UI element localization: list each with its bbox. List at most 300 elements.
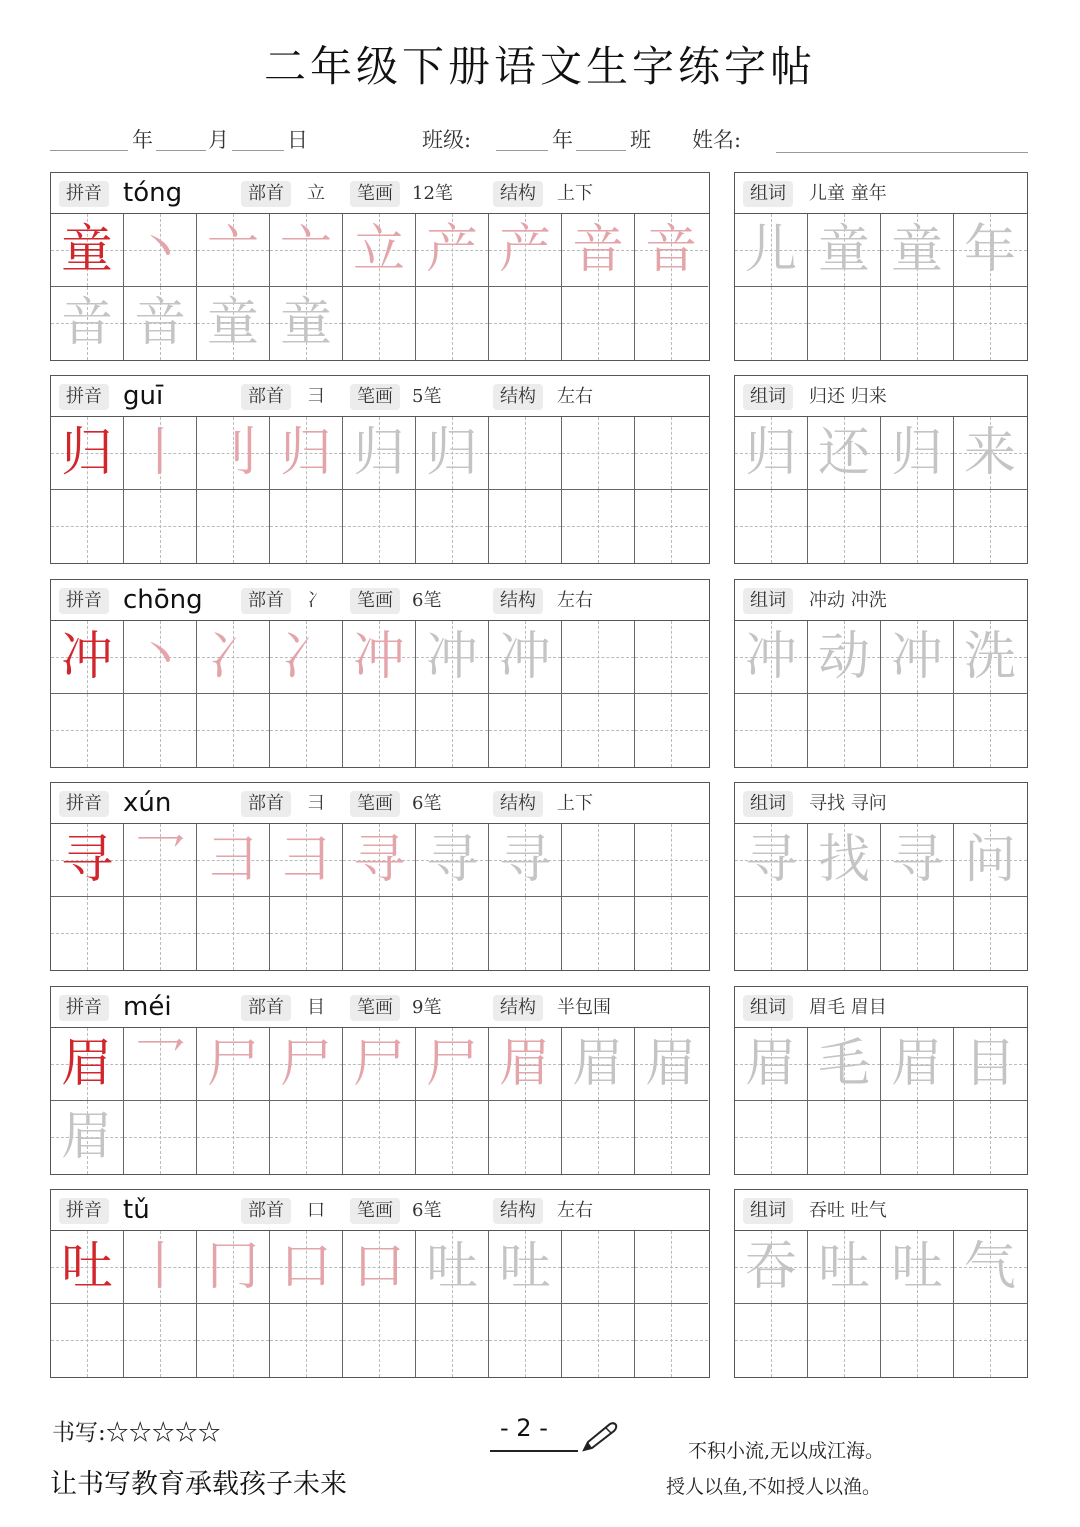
pinyin-tag: 拼音	[59, 995, 109, 1021]
pinyin-tag: 拼音	[59, 791, 109, 817]
practice-cell[interactable]	[343, 1101, 416, 1174]
practice-cell[interactable]	[343, 214, 416, 287]
practice-cell[interactable]	[562, 824, 635, 897]
model-character: 寻	[60, 830, 113, 890]
word-cell[interactable]	[808, 417, 881, 490]
word-cell[interactable]	[881, 897, 954, 970]
stroke-step: 尸	[352, 1034, 405, 1094]
practice-cell[interactable]	[635, 417, 708, 490]
strokes-value: 12笔	[412, 183, 453, 204]
word-cell[interactable]	[954, 1028, 1027, 1101]
class-blank[interactable]	[576, 150, 626, 151]
word-trace-character: 冲	[890, 627, 943, 687]
words-info-row	[735, 987, 1027, 1028]
practice-cell[interactable]	[51, 287, 124, 360]
stroke-step: 乛	[133, 830, 186, 890]
practice-cell[interactable]	[635, 824, 708, 897]
word-cell[interactable]	[735, 1304, 808, 1377]
practice-cell[interactable]	[197, 287, 270, 360]
info-row	[51, 173, 709, 214]
stroke-step: 尸	[206, 1034, 259, 1094]
word-cell[interactable]	[954, 694, 1027, 767]
word-cell[interactable]	[881, 287, 954, 360]
practice-cell[interactable]	[197, 214, 270, 287]
practice-box-2	[50, 579, 710, 768]
word-cell[interactable]	[954, 824, 1027, 897]
words-value: 冲动 冲洗	[809, 590, 887, 611]
structure-value: 左右	[557, 386, 593, 407]
practice-cell[interactable]	[489, 490, 562, 563]
practice-cell[interactable]	[51, 1028, 124, 1101]
practice-cell[interactable]	[416, 621, 489, 694]
practice-cell[interactable]	[270, 824, 343, 897]
page-number: - 2 -	[500, 1414, 548, 1442]
word-cell[interactable]	[735, 824, 808, 897]
practice-cell[interactable]	[51, 490, 124, 563]
radical-value: 立	[307, 183, 325, 204]
word-cell[interactable]	[735, 1101, 808, 1174]
word-cell[interactable]	[881, 1304, 954, 1377]
practice-cell[interactable]	[416, 1231, 489, 1304]
practice-cell[interactable]	[51, 621, 124, 694]
practice-cell[interactable]	[197, 1304, 270, 1377]
practice-cell[interactable]	[197, 417, 270, 490]
strokes-value: 6笔	[412, 793, 442, 814]
words-box-5	[734, 1189, 1028, 1378]
practice-cell[interactable]	[489, 1028, 562, 1101]
word-cell[interactable]	[808, 694, 881, 767]
practice-cell[interactable]	[51, 1304, 124, 1377]
practice-cell[interactable]	[416, 824, 489, 897]
practice-cell[interactable]	[51, 1231, 124, 1304]
word-trace-character: 来	[963, 423, 1016, 483]
word-cell[interactable]	[954, 1304, 1027, 1377]
word-trace-character: 寻	[744, 830, 797, 890]
practice-cell[interactable]	[635, 1028, 708, 1101]
practice-cell[interactable]	[343, 417, 416, 490]
practice-box-5	[50, 1189, 710, 1378]
pen-icon	[578, 1420, 620, 1454]
practice-cell[interactable]	[197, 1231, 270, 1304]
slogan: 让书写教育承载孩子未来	[50, 1469, 347, 1500]
practice-cell[interactable]	[197, 694, 270, 767]
practice-cell[interactable]	[562, 287, 635, 360]
word-trace-character: 吐	[890, 1237, 943, 1297]
practice-cell[interactable]	[562, 694, 635, 767]
word-cell[interactable]	[735, 490, 808, 563]
stroke-step: 音	[571, 220, 624, 280]
radical-value: 目	[307, 997, 325, 1018]
radical-tag: 部首	[241, 791, 291, 817]
words-tag: 组词	[743, 1198, 793, 1224]
practice-cell[interactable]	[124, 1101, 197, 1174]
word-cell[interactable]	[954, 1231, 1027, 1304]
word-cell[interactable]	[954, 287, 1027, 360]
practice-cell[interactable]	[489, 824, 562, 897]
practice-cell[interactable]	[197, 1028, 270, 1101]
structure-tag: 结构	[493, 384, 543, 410]
stroke-step: 冲	[352, 627, 405, 687]
practice-cell[interactable]	[635, 621, 708, 694]
stroke-step: 乛	[133, 1034, 186, 1094]
word-trace-character: 儿	[744, 220, 797, 280]
words-info-row	[735, 1190, 1027, 1231]
month-label: 月	[208, 128, 229, 152]
stroke-step: 眉	[571, 1034, 624, 1094]
word-trace-character: 找	[817, 830, 870, 890]
word-cell[interactable]	[881, 1231, 954, 1304]
stroke-step: 眉	[644, 1034, 697, 1094]
structure-value: 半包围	[557, 997, 611, 1018]
practice-cell[interactable]	[562, 621, 635, 694]
structure-tag: 结构	[493, 181, 543, 207]
word-cell[interactable]	[881, 490, 954, 563]
words-tag: 组词	[743, 588, 793, 614]
structure-tag: 结构	[493, 1198, 543, 1224]
radical-value: 冫	[307, 590, 325, 611]
practice-cell[interactable]	[124, 287, 197, 360]
words-value: 寻找 寻问	[809, 793, 887, 814]
practice-cell[interactable]	[270, 1231, 343, 1304]
practice-cell[interactable]	[124, 824, 197, 897]
practice-cell[interactable]	[51, 897, 124, 970]
practice-cell[interactable]	[270, 1304, 343, 1377]
word-cell[interactable]	[735, 214, 808, 287]
stroke-step: 丶	[133, 627, 186, 687]
strokes-value: 6笔	[412, 590, 442, 611]
practice-cell[interactable]	[270, 621, 343, 694]
practice-cell[interactable]	[562, 214, 635, 287]
word-cell[interactable]	[808, 214, 881, 287]
practice-cell[interactable]	[124, 1304, 197, 1377]
practice-cell[interactable]	[124, 490, 197, 563]
practice-cell[interactable]	[197, 490, 270, 563]
words-tag: 组词	[743, 181, 793, 207]
words-value: 儿童 童年	[809, 183, 887, 204]
strokes-tag: 笔画	[350, 181, 400, 207]
practice-cell[interactable]	[343, 287, 416, 360]
structure-tag: 结构	[493, 588, 543, 614]
strokes-tag: 笔画	[350, 1198, 400, 1224]
practice-cell[interactable]	[270, 417, 343, 490]
word-cell[interactable]	[881, 214, 954, 287]
radical-tag: 部首	[241, 384, 291, 410]
word-cell[interactable]	[735, 1028, 808, 1101]
practice-cell[interactable]	[489, 1304, 562, 1377]
word-cell[interactable]	[808, 824, 881, 897]
practice-box-4	[50, 986, 710, 1175]
words-tag: 组词	[743, 995, 793, 1021]
practice-cell[interactable]	[416, 490, 489, 563]
word-cell[interactable]	[954, 1101, 1027, 1174]
word-cell[interactable]	[881, 694, 954, 767]
practice-cell[interactable]	[489, 897, 562, 970]
word-trace-character: 归	[890, 423, 943, 483]
stroke-step: 产	[498, 220, 551, 280]
pinyin-tag: 拼音	[59, 1198, 109, 1224]
practice-cell[interactable]	[124, 417, 197, 490]
practice-cell[interactable]	[270, 694, 343, 767]
word-cell[interactable]	[881, 824, 954, 897]
grade-label: 年	[552, 128, 573, 152]
practice-cell[interactable]	[416, 1304, 489, 1377]
stroke-step: 童	[279, 293, 332, 353]
stroke-step: 寻	[425, 830, 478, 890]
practice-cell[interactable]	[343, 490, 416, 563]
stroke-step: 口	[279, 1237, 332, 1297]
practice-cell[interactable]	[635, 287, 708, 360]
stroke-step: 吐	[425, 1237, 478, 1297]
word-trace-character: 洗	[963, 627, 1016, 687]
word-cell[interactable]	[881, 621, 954, 694]
practice-cell[interactable]	[562, 490, 635, 563]
practice-cell[interactable]	[270, 214, 343, 287]
radical-tag: 部首	[241, 181, 291, 207]
practice-cell[interactable]	[489, 694, 562, 767]
pinyin-value: chōng	[123, 585, 203, 615]
stroke-step: 吐	[498, 1237, 551, 1297]
info-row	[51, 580, 709, 621]
word-cell[interactable]	[735, 417, 808, 490]
word-cell[interactable]	[881, 1028, 954, 1101]
practice-cell[interactable]	[562, 897, 635, 970]
stroke-step: 立	[352, 220, 405, 280]
practice-cell[interactable]	[635, 1304, 708, 1377]
stroke-step: 寻	[498, 830, 551, 890]
word-trace-character: 冲	[744, 627, 797, 687]
word-cell[interactable]	[808, 1028, 881, 1101]
practice-cell[interactable]	[270, 897, 343, 970]
pinyin-value: xún	[123, 788, 172, 818]
info-row	[51, 783, 709, 824]
words-info-row	[735, 173, 1027, 214]
practice-cell[interactable]	[197, 621, 270, 694]
practice-cell[interactable]	[635, 214, 708, 287]
stroke-step: 口	[352, 1237, 405, 1297]
stroke-step: 眉	[60, 1107, 113, 1167]
practice-cell[interactable]	[343, 1028, 416, 1101]
stroke-step: 归	[425, 423, 478, 483]
practice-cell[interactable]	[51, 417, 124, 490]
radical-value: 彐	[307, 793, 325, 814]
practice-cell[interactable]	[416, 417, 489, 490]
grade-blank[interactable]	[496, 150, 548, 151]
practice-cell[interactable]	[270, 1101, 343, 1174]
practice-cell[interactable]	[343, 1231, 416, 1304]
word-trace-character: 眉	[744, 1034, 797, 1094]
info-row	[51, 1190, 709, 1231]
structure-value: 上下	[557, 183, 593, 204]
structure-tag: 结构	[493, 995, 543, 1021]
practice-cell[interactable]	[489, 1101, 562, 1174]
practice-cell[interactable]	[416, 694, 489, 767]
word-cell[interactable]	[808, 490, 881, 563]
practice-cell[interactable]	[635, 490, 708, 563]
practice-cell[interactable]	[489, 417, 562, 490]
name-label: 姓名:	[692, 128, 742, 152]
practice-cell[interactable]	[562, 417, 635, 490]
practice-cell[interactable]	[197, 1101, 270, 1174]
practice-cell[interactable]	[562, 1231, 635, 1304]
stroke-step: 童	[206, 293, 259, 353]
word-cell[interactable]	[808, 621, 881, 694]
words-info-row	[735, 376, 1027, 417]
words-box-3	[734, 782, 1028, 971]
practice-cell[interactable]	[635, 1231, 708, 1304]
month-blank[interactable]	[156, 150, 206, 151]
model-character: 冲	[60, 627, 113, 687]
word-trace-character: 还	[817, 423, 870, 483]
stroke-step: 眉	[498, 1034, 551, 1094]
name-blank[interactable]	[776, 152, 1028, 153]
pinyin-tag: 拼音	[59, 384, 109, 410]
strokes-value: 5笔	[412, 386, 442, 407]
practice-cell[interactable]	[562, 1101, 635, 1174]
word-cell[interactable]	[881, 1101, 954, 1174]
word-cell[interactable]	[735, 694, 808, 767]
stroke-step: 产	[425, 220, 478, 280]
word-cell[interactable]	[954, 897, 1027, 970]
strokes-value: 9笔	[412, 997, 442, 1018]
practice-cell[interactable]	[343, 621, 416, 694]
word-trace-character: 毛	[817, 1034, 870, 1094]
structure-value: 上下	[557, 793, 593, 814]
stroke-step: 尸	[425, 1034, 478, 1094]
word-trace-character: 归	[744, 423, 797, 483]
practice-cell[interactable]	[51, 694, 124, 767]
pinyin-value: méi	[123, 992, 172, 1022]
class-label: 班级:	[422, 128, 472, 152]
word-cell[interactable]	[735, 621, 808, 694]
radical-value: 彐	[307, 386, 325, 407]
practice-cell[interactable]	[270, 287, 343, 360]
radical-tag: 部首	[241, 1198, 291, 1224]
quote-line-2: 授人以鱼,不如授人以渔。	[666, 1476, 882, 1498]
pinyin-tag: 拼音	[59, 181, 109, 207]
practice-cell[interactable]	[270, 490, 343, 563]
practice-cell[interactable]	[416, 287, 489, 360]
words-box-4	[734, 986, 1028, 1175]
practice-cell[interactable]	[124, 214, 197, 287]
word-cell[interactable]	[735, 1231, 808, 1304]
model-character: 归	[60, 423, 113, 483]
page-title: 二年级下册语文生字练字帖	[263, 42, 816, 91]
word-cell[interactable]	[808, 897, 881, 970]
practice-cell[interactable]	[343, 824, 416, 897]
day-label: 日	[287, 128, 308, 152]
stroke-step: 亠	[279, 220, 332, 280]
words-info-row	[735, 783, 1027, 824]
word-cell[interactable]	[808, 287, 881, 360]
ban-label: 班	[630, 128, 651, 152]
pinyin-value: tóng	[123, 178, 183, 208]
practice-cell[interactable]	[416, 1028, 489, 1101]
stroke-step: 归	[279, 423, 332, 483]
word-trace-character: 问	[963, 830, 1016, 890]
stroke-step: 音	[133, 293, 186, 353]
practice-cell[interactable]	[562, 1304, 635, 1377]
practice-cell[interactable]	[489, 287, 562, 360]
stroke-step: 冫	[279, 627, 332, 687]
stroke-step: 音	[644, 220, 697, 280]
word-cell[interactable]	[881, 417, 954, 490]
word-cell[interactable]	[954, 621, 1027, 694]
words-value: 归还 归来	[809, 386, 887, 407]
practice-cell[interactable]	[635, 694, 708, 767]
model-character: 童	[60, 220, 113, 280]
stroke-step: 冫	[206, 627, 259, 687]
practice-cell[interactable]	[635, 1101, 708, 1174]
practice-cell[interactable]	[416, 1101, 489, 1174]
practice-cell[interactable]	[270, 1028, 343, 1101]
practice-cell[interactable]	[124, 897, 197, 970]
practice-cell[interactable]	[124, 1028, 197, 1101]
stroke-step: 丨	[133, 423, 186, 483]
practice-cell[interactable]	[197, 897, 270, 970]
practice-cell[interactable]	[124, 621, 197, 694]
structure-value: 左右	[557, 590, 593, 611]
practice-cell[interactable]	[51, 214, 124, 287]
words-box-0	[734, 172, 1028, 361]
practice-cell[interactable]	[51, 1101, 124, 1174]
word-cell[interactable]	[808, 1304, 881, 1377]
practice-cell[interactable]	[416, 897, 489, 970]
practice-cell[interactable]	[562, 1028, 635, 1101]
words-tag: 组词	[743, 791, 793, 817]
strokes-value: 6笔	[412, 1200, 442, 1221]
word-cell[interactable]	[954, 214, 1027, 287]
practice-box-1	[50, 375, 710, 564]
practice-cell[interactable]	[343, 1304, 416, 1377]
practice-cell[interactable]	[489, 621, 562, 694]
quote-line-1: 不积小流,无以成江海。	[688, 1440, 885, 1462]
model-character: 眉	[60, 1034, 113, 1094]
word-cell[interactable]	[808, 1231, 881, 1304]
word-cell[interactable]	[808, 1101, 881, 1174]
words-box-1	[734, 375, 1028, 564]
stroke-step: 亠	[206, 220, 259, 280]
practice-cell[interactable]	[416, 214, 489, 287]
strokes-tag: 笔画	[350, 384, 400, 410]
strokes-tag: 笔画	[350, 791, 400, 817]
word-cell[interactable]	[735, 897, 808, 970]
day-blank[interactable]	[232, 150, 284, 151]
practice-box-3	[50, 782, 710, 971]
practice-cell[interactable]	[343, 694, 416, 767]
radical-value: 口	[307, 1200, 325, 1221]
year-blank[interactable]	[50, 150, 128, 151]
practice-cell[interactable]	[635, 897, 708, 970]
practice-cell[interactable]	[124, 694, 197, 767]
word-cell[interactable]	[954, 417, 1027, 490]
pinyin-tag: 拼音	[59, 588, 109, 614]
word-trace-character: 目	[963, 1034, 1016, 1094]
practice-cell[interactable]	[197, 824, 270, 897]
word-cell[interactable]	[954, 490, 1027, 563]
practice-cell[interactable]	[489, 1231, 562, 1304]
words-tag: 组词	[743, 384, 793, 410]
practice-cell[interactable]	[51, 824, 124, 897]
structure-tag: 结构	[493, 791, 543, 817]
word-cell[interactable]	[735, 287, 808, 360]
stroke-step: 刂	[206, 423, 259, 483]
practice-cell[interactable]	[343, 897, 416, 970]
pinyin-value: tǔ	[123, 1195, 150, 1225]
word-trace-character: 寻	[890, 830, 943, 890]
stroke-step: 冂	[206, 1237, 259, 1297]
practice-cell[interactable]	[124, 1231, 197, 1304]
practice-cell[interactable]	[489, 214, 562, 287]
